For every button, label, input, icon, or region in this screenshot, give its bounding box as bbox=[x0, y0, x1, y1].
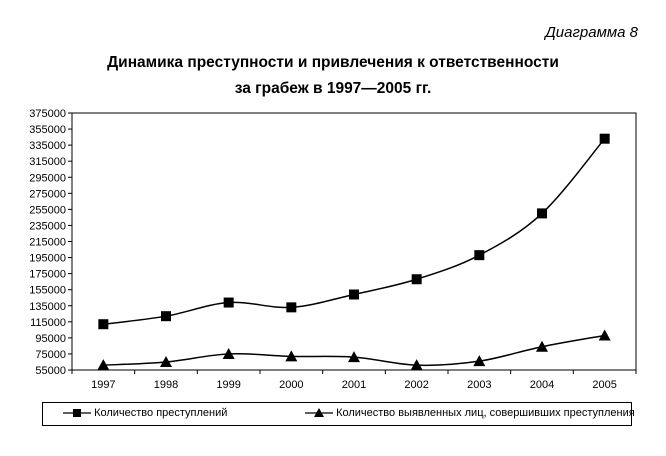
data-point-square bbox=[537, 208, 547, 218]
chart-title-line-1: Динамика преступности и привлечения к ответственности bbox=[107, 54, 559, 71]
y-tick-label: 55000 bbox=[35, 365, 66, 377]
x-tick-label: 1997 bbox=[91, 379, 116, 391]
y-tick-label: 75000 bbox=[35, 348, 66, 361]
x-tick-label: 2001 bbox=[341, 379, 367, 391]
data-point-square bbox=[600, 134, 610, 144]
y-tick-label: 175000 bbox=[29, 268, 66, 281]
data-point-square bbox=[161, 311, 171, 321]
legend-label-crimes: Количество преступлений bbox=[94, 407, 228, 419]
x-tick-label: 1998 bbox=[153, 379, 179, 391]
y-tick-label: 235000 bbox=[29, 220, 66, 233]
legend-item-offenders bbox=[305, 407, 635, 419]
y-tick-label: 335000 bbox=[29, 140, 66, 153]
y-tick-label: 355000 bbox=[29, 124, 66, 137]
x-tick-label: 2005 bbox=[592, 379, 617, 391]
x-tick-label: 2004 bbox=[529, 379, 555, 391]
x-tick-label: 2003 bbox=[467, 379, 492, 391]
data-point-square bbox=[98, 319, 108, 329]
y-tick-label: 295000 bbox=[29, 172, 66, 185]
chart-legend bbox=[42, 402, 635, 426]
legend-square-marker-icon bbox=[63, 408, 91, 418]
data-point-square bbox=[286, 302, 296, 312]
y-tick-label: 95000 bbox=[35, 332, 66, 345]
y-tick-label: 195000 bbox=[29, 252, 66, 265]
y-tick-label: 115000 bbox=[30, 316, 66, 329]
y-tick-label: 315000 bbox=[29, 156, 66, 169]
y-tick-label: 155000 bbox=[29, 284, 66, 297]
data-point-square bbox=[474, 250, 484, 260]
data-point-square bbox=[412, 274, 422, 284]
plot-area-frame bbox=[72, 113, 636, 370]
y-tick-label: 135000 bbox=[29, 300, 66, 313]
legend-triangle-marker-icon bbox=[305, 408, 333, 418]
y-tick-label: 375000 bbox=[29, 108, 66, 120]
legend-label-offenders: Количество выявленных лиц, совершивших преступления bbox=[336, 407, 635, 419]
y-tick-label: 215000 bbox=[29, 236, 66, 249]
y-tick-label: 275000 bbox=[29, 188, 66, 201]
diagram-caption: Диаграмма 8 bbox=[545, 24, 638, 41]
data-point-triangle bbox=[599, 329, 611, 340]
x-tick-label: 2002 bbox=[404, 379, 429, 391]
chart-title-line-2: за грабеж в 1997—2005 гг. bbox=[234, 80, 432, 97]
x-tick-label: 2000 bbox=[279, 379, 304, 391]
y-tick-label: 255000 bbox=[29, 204, 66, 217]
x-tick-label: 1999 bbox=[216, 379, 241, 391]
data-point-square bbox=[224, 298, 234, 308]
data-point-square bbox=[349, 290, 359, 300]
legend-item-crimes bbox=[63, 407, 227, 419]
